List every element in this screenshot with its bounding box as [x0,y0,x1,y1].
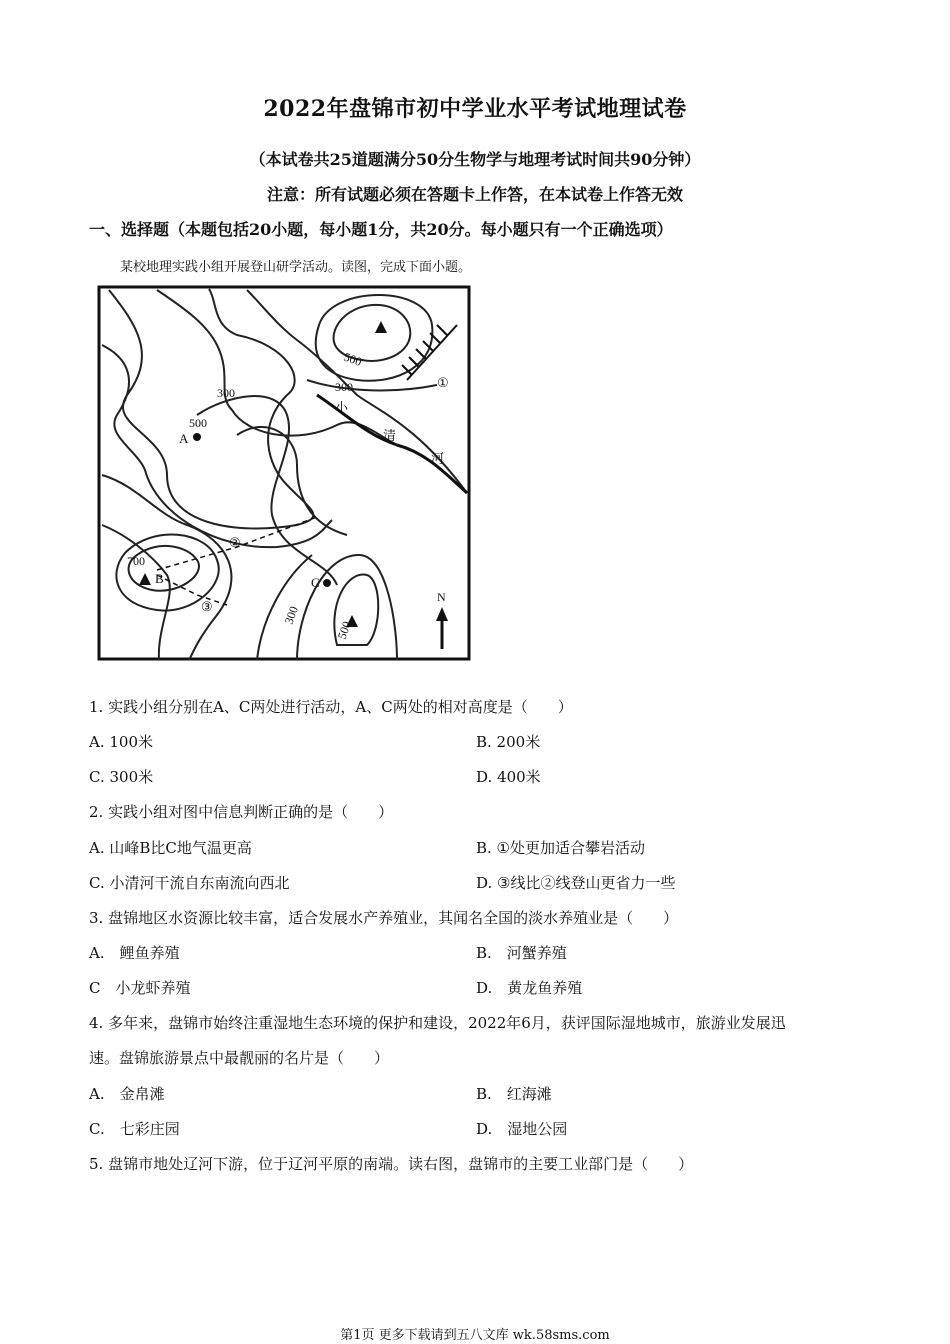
point-c-dot [323,579,331,587]
q4-option-a: A. 金帛滩 [89,1085,165,1103]
q1-option-c: C. 300米 [89,768,154,786]
exam-info: （本试卷共25道题满分50分生物学与地理考试时间共90分钟） [249,150,701,169]
q1-option-a: A. 100米 [89,733,153,751]
route-marker-1: ① [437,375,449,390]
q2-option-b: B. ①处更加适合攀岩活动 [476,839,646,857]
contour-label: 300 [217,386,235,400]
q2-option-d: D. ③线比②线登山更省力一些 [476,874,676,892]
q4-option-d: D. 湿地公园 [476,1120,568,1138]
question-2-stem: 2. 实践小组对图中信息判断正确的是（ ） [89,803,394,821]
contour-label: 700 [127,554,145,568]
q3-option-b: B. 河蟹养殖 [476,944,567,962]
route-marker-2: ② [229,535,241,550]
point-a-label: A [179,431,189,446]
exam-notice: 注意：所有试题必须在答题卡上作答，在本试卷上作答无效 [266,185,683,204]
point-b-label: B [155,571,164,586]
q2-option-c: C. 小清河干流自东南流向西北 [89,874,290,892]
q4-option-c: C. 七彩庄园 [89,1120,180,1138]
question-1-stem: 1. 实践小组分别在A、C两处进行活动，A、C两处的相对高度是（ ） [89,698,573,716]
page-title: 2022年盘锦市初中学业水平考试地理试卷 [263,96,687,122]
q3-option-d: D. 黄龙鱼养殖 [476,979,583,997]
river-name-char: 清 [383,429,397,444]
q3-option-c: C 小龙虾养殖 [89,979,191,997]
contour-label: 500 [341,349,364,369]
page-footer: 第1页 更多下载请到五八文库 wk.58sms.com [340,1328,610,1343]
north-label: N [437,590,446,604]
map-frame [99,287,469,659]
contour-label: 300 [335,380,353,394]
contour-label: 300 [281,604,301,627]
point-c-label: C [311,575,320,590]
q4-option-b: B. 红海滩 [476,1085,552,1103]
question-4-stem-line2: 速。盘锦旅游景点中最靓丽的名片是（ ） [89,1049,390,1067]
question-5-stem: 5. 盘锦市地处辽河下游，位于辽河平原的南端。读右图，盘锦市的主要工业部门是（ ） [89,1155,694,1173]
section-intro: 某校地理实践小组开展登山研学活动。读图，完成下面小题。 [120,260,472,275]
contour-label: 500 [189,416,207,430]
q1-option-d: D. 400米 [476,768,541,786]
river-name-char: 小 [335,401,349,416]
question-3-stem: 3. 盘锦地区水资源比较丰富，适合发展水产养殖业，其闻名全国的淡水养殖业是（ ） [89,909,679,927]
river-name-char: 河 [431,452,445,467]
q1-option-b: B. 200米 [476,733,541,751]
section-heading: 一、选择题（本题包括20小题，每小题1分，共20分。每小题只有一个正确选项） [89,220,673,239]
route-marker-3: ③ [201,599,213,614]
q2-option-a: A. 山峰B比C地气温更高 [89,839,252,857]
contour-label: 500 [334,619,354,642]
point-a-dot [193,433,201,441]
question-4-stem-line1: 4. 多年来，盘锦市始终注重湿地生态环境的保护和建设，2022年6月，获评国际湿地城市，旅游业发展迅 [89,1014,786,1032]
q3-option-a: A. 鲤鱼养殖 [89,944,180,962]
contour-map [97,285,471,663]
